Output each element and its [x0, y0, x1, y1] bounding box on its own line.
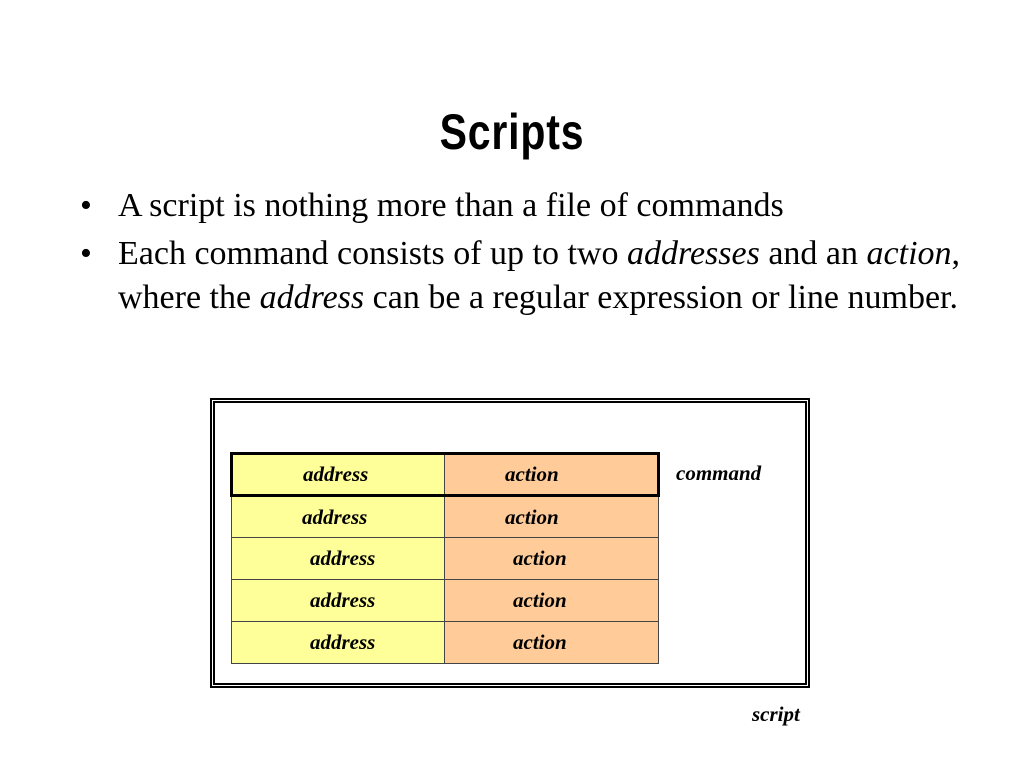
command-row: [232, 496, 659, 538]
command-row: [232, 580, 659, 622]
bullet-dot-icon: •: [80, 235, 92, 272]
command-row: [232, 622, 659, 664]
address-cell: [232, 622, 445, 664]
bullet-list: [80, 184, 960, 324]
address-label: address: [302, 504, 368, 529]
address-label: address: [303, 462, 369, 486]
command-row: [232, 538, 659, 580]
action-cell: [445, 496, 659, 538]
bullet-text-italic: address: [259, 279, 365, 316]
action-label: action: [513, 630, 567, 654]
action-cell: [445, 622, 659, 664]
bullet-dot-icon: •: [80, 187, 92, 224]
action-label: action: [505, 504, 559, 529]
address-cell: [232, 580, 445, 622]
bullet-text-italic: action: [866, 235, 952, 272]
address-label: address: [310, 630, 376, 654]
address-cell: [232, 496, 445, 538]
bullet-text: A script is nothing more than a file of commands: [118, 187, 784, 224]
command-row: [232, 454, 659, 496]
command-label: command: [676, 461, 762, 485]
bullet-item: [80, 184, 960, 228]
script-label: script: [752, 702, 800, 726]
command-table: [230, 452, 660, 664]
action-cell: [445, 538, 659, 580]
action-label: action: [505, 462, 559, 486]
bullet-text-italic: addresses: [626, 235, 760, 272]
address-label: address: [310, 588, 376, 612]
bullet-text: can be a regular expression or line number.: [364, 279, 958, 316]
action-cell: [445, 454, 659, 496]
address-cell: [232, 538, 445, 580]
action-cell: [445, 580, 659, 622]
bullet-text: and an: [759, 235, 867, 272]
action-label: action: [513, 546, 567, 570]
action-label: action: [513, 588, 567, 612]
bullet-text: , where the: [118, 235, 961, 316]
address-cell: [232, 454, 445, 496]
bullet-text: Each command consists of up to two: [118, 235, 627, 272]
bullet-item: [80, 232, 960, 320]
address-label: address: [310, 546, 376, 570]
slide-title: Scripts: [439, 104, 585, 160]
